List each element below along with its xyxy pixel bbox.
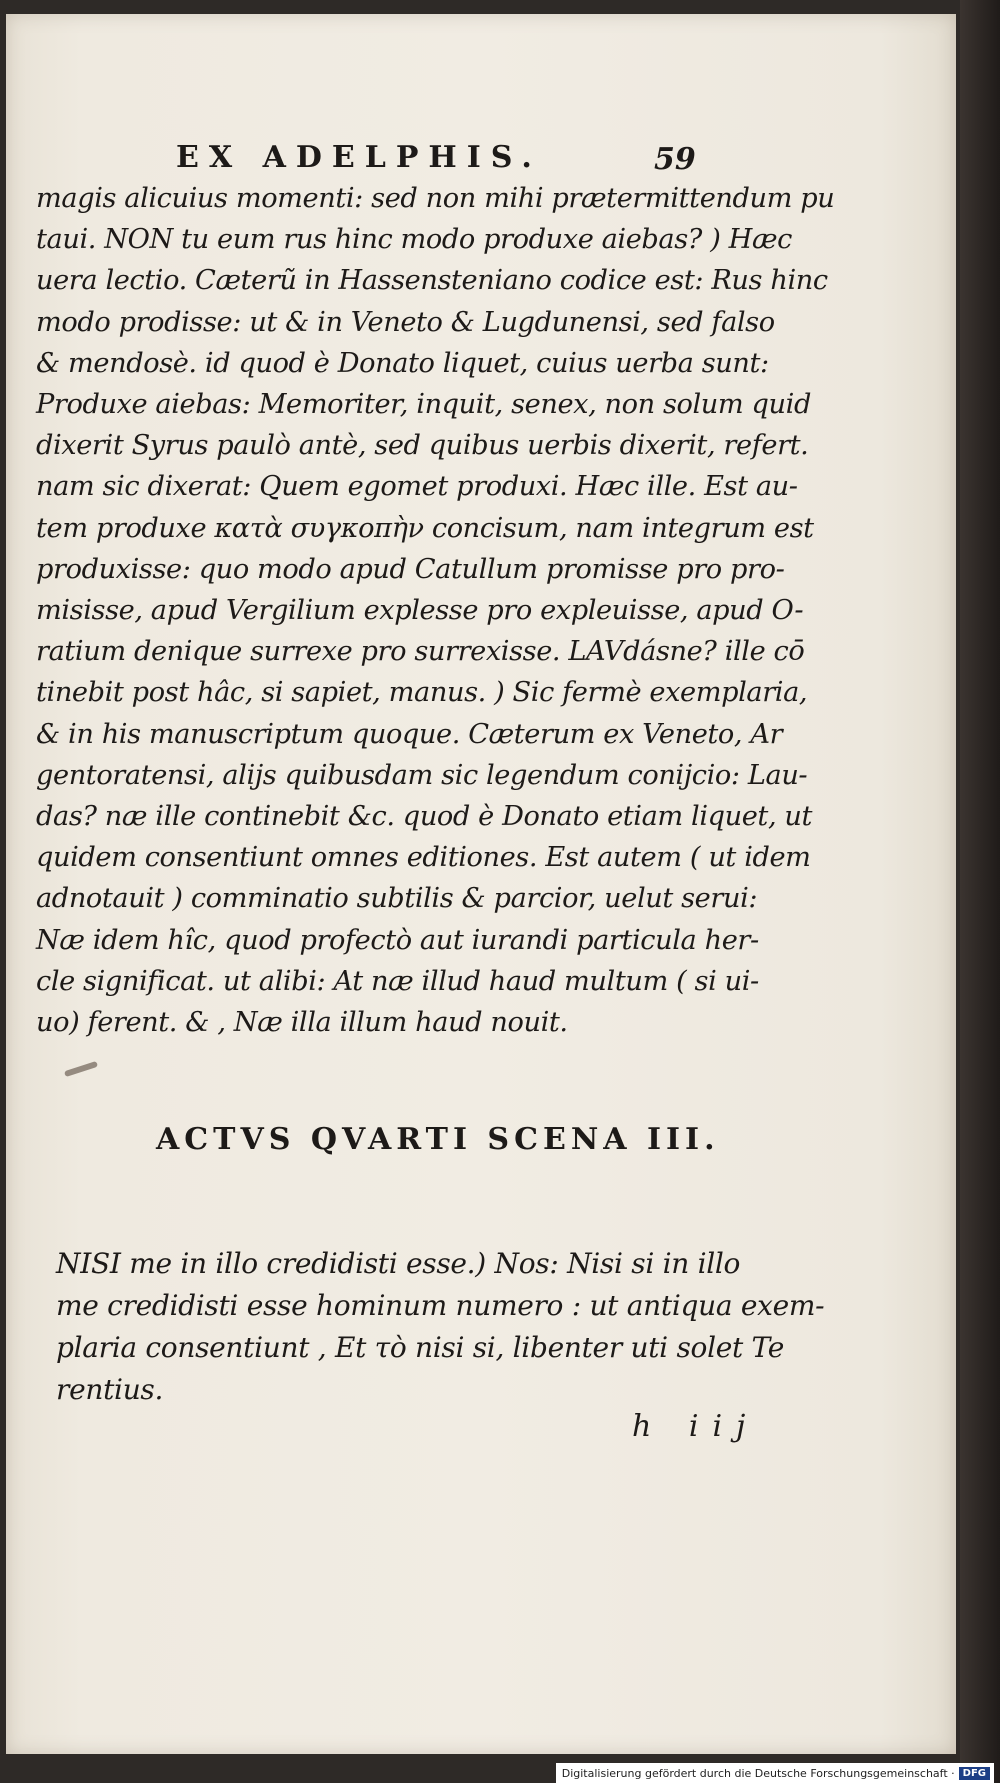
text-line: adnotauit ) comminatio subtilis & parcior, uelut serui: [36, 883, 758, 915]
credit-text: Digitalisierung gefördert durch die Deutsche Forschungsgemeinschaft · [561, 1766, 955, 1780]
text-line: & in his manuscriptum quoque. Cæterum ex Veneto, Ar [36, 718, 783, 750]
section-heading: ACTVS QVARTI SCENA III. [156, 1122, 720, 1157]
text-line: das? næ ille continebit &c. quod è Donato etiam liquet, ut [36, 801, 813, 833]
book-spine-shadow [960, 0, 1000, 1783]
text-line: tinebit post hâc, si sapiet, manus. ) Sic fermè exemplaria, [36, 677, 808, 709]
paper-page [6, 14, 956, 1754]
text-line: plaria consentiunt , Et τὸ nisi si, libenter uti solet Te [56, 1331, 785, 1364]
digitization-credit [556, 1763, 994, 1783]
text-line: produxisse: quo modo apud Catullum promisse pro pro- [36, 553, 785, 585]
text-line: Næ idem hîc, quod profectò aut iurandi particula her- [36, 924, 759, 956]
dfg-logo: DFG [959, 1767, 990, 1780]
text-line: ratium denique surrexe pro surrexisse. LAVdásne? ille cō [36, 636, 805, 668]
text-line: NISI me in illo credidisti esse.) Nos: Nisi si in illo [56, 1247, 741, 1280]
text-line: nam sic dixerat: Quem egomet produxi. Hæc ille. Est au- [36, 471, 798, 503]
commentary-body [36, 178, 835, 1043]
text-line: tem produxe κατὰ συγκοπὴν concisum, nam integrum est [36, 512, 814, 544]
text-line: cle significat. ut alibi: At næ illud haud multum ( si ui- [36, 965, 759, 997]
text-line: modo prodisse: ut & in Veneto & Lugdunensi, sed falso [36, 306, 775, 338]
text-line: rentius. [56, 1373, 164, 1406]
text-line: me credidisti esse hominum numero : ut antiqua exem- [56, 1289, 825, 1322]
text-line: magis alicuius momenti: sed non mihi prætermittendum pu [36, 183, 835, 214]
section-body [56, 1243, 825, 1411]
signature-mark: h iij [632, 1409, 760, 1444]
text-line: misisse, apud Vergilium explesse pro expleuisse, apud O- [36, 595, 804, 627]
ink-smudge [64, 1061, 98, 1077]
text-line: uo) ferent. & , Næ illa illum haud nouit. [36, 1007, 568, 1039]
running-head: EX ADELPHIS. [176, 140, 542, 175]
text-line: Produxe aiebas: Memoriter, inquit, senex, non solum quid [36, 389, 811, 421]
text-line: quidem consentiunt omnes editiones. Est autem ( ut idem [36, 842, 811, 874]
text-line: uera lectio. Cæterũ in Hassensteniano codice est: Rus hinc [36, 265, 828, 297]
text-line: gentoratensi, alijs quibusdam sic legendum conijcio: Lau- [36, 759, 808, 791]
page-number: 59 [654, 142, 696, 177]
text-line: taui. NON tu eum rus hinc modo produxe aiebas? ) Hæc [36, 224, 792, 256]
text-line: & mendosè. id quod è Donato liquet, cuius uerba sunt: [36, 347, 769, 379]
text-line: dixerit Syrus paulò antè, sed quibus uerbis dixerit, refert. [36, 430, 809, 462]
